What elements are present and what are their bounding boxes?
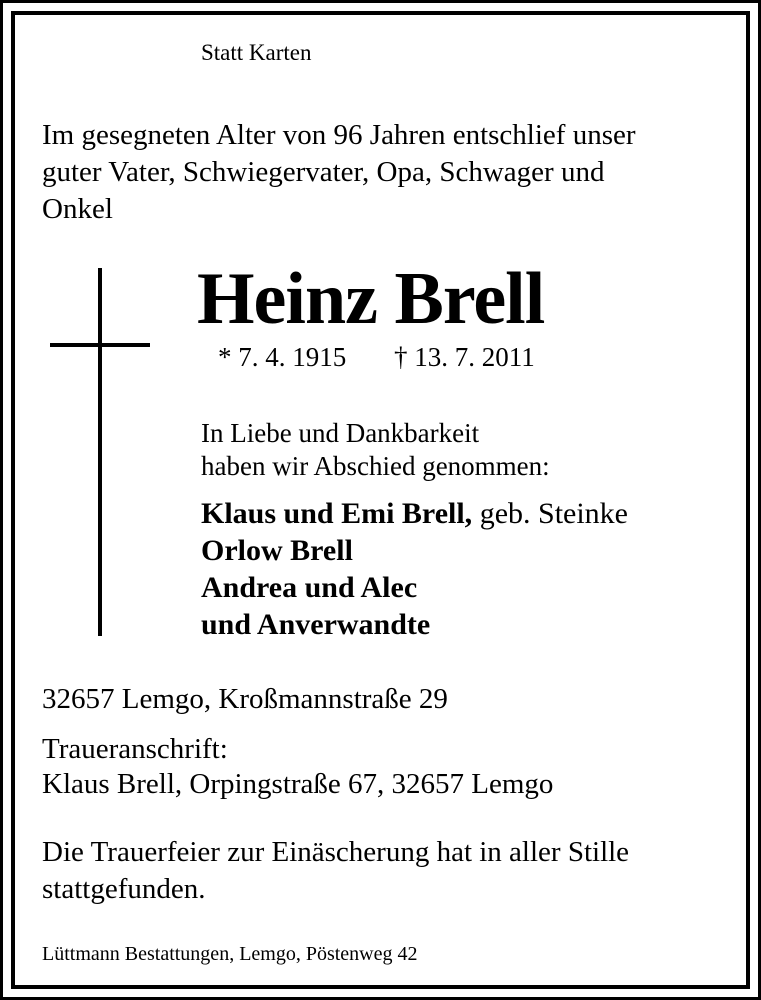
mourning-address xyxy=(42,732,553,802)
ceremony-line-1: Die Trauerfeier zur Einäscherung hat in aller Stille xyxy=(42,836,630,868)
birth-date: * 7. 4. 1915 xyxy=(218,342,347,372)
intro-paragraph xyxy=(42,117,636,228)
mourner-row-2: Orlow Brell xyxy=(201,534,353,567)
ceremony-line-2: stattgefunden. xyxy=(42,873,206,905)
mourner-maiden-name: geb. Steinke xyxy=(472,497,628,530)
intro-line-1: Im gesegneten Alter von 96 Jahren entschlief unser xyxy=(42,119,636,151)
mourner-row-3: Andrea und Alec xyxy=(201,571,418,604)
home-address: 32657 Lemgo, Kroßmannstraße 29 xyxy=(42,683,448,715)
mourning-address-label: Traueranschrift: xyxy=(42,733,228,765)
mourner-row-1 xyxy=(201,495,628,532)
undertaker-credit: Lüttmann Bestattungen, Lemgo, Pöstenweg 42 xyxy=(42,943,418,965)
cross-vertical-bar xyxy=(98,268,102,636)
mourners-list xyxy=(201,495,628,643)
mourner-row-4: und Anverwandte xyxy=(201,608,431,641)
farewell-line-2: haben wir Abschied genommen: xyxy=(201,451,550,481)
mourning-address-value: Klaus Brell, Orpingstraße 67, 32657 Lemgo xyxy=(42,768,554,800)
death-date: † 13. 7. 2011 xyxy=(394,342,535,372)
ceremony-notice xyxy=(42,834,629,908)
intro-line-2: guter Vater, Schwiegervater, Opa, Schwager und xyxy=(42,156,605,188)
farewell-line-1: In Liebe und Dankbarkeit xyxy=(201,418,480,448)
deceased-name: Heinz Brell xyxy=(197,258,545,340)
mourner-names: Klaus und Emi Brell, xyxy=(201,497,473,530)
farewell-text xyxy=(201,417,550,483)
statt-karten-text: Statt Karten xyxy=(201,40,312,65)
cross-horizontal-bar xyxy=(50,343,150,347)
intro-line-3: Onkel xyxy=(42,193,113,225)
